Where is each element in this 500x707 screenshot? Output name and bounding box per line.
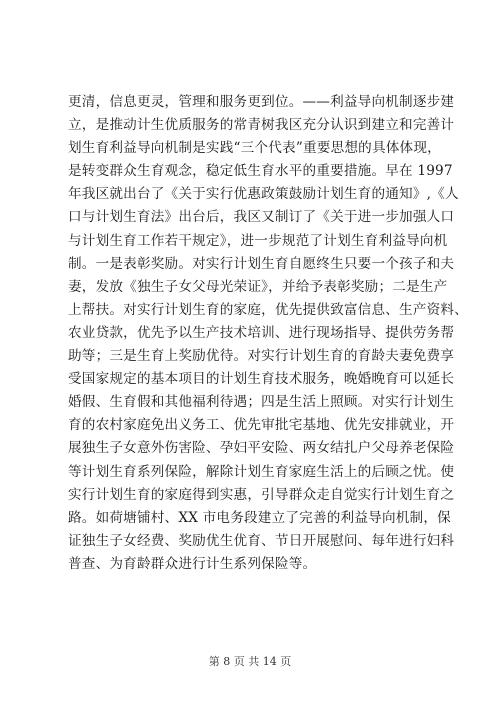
page-number: 第 8 页 共 14 页 (208, 655, 292, 668)
text-line: 年我区就出台了《关于实行优惠政策鼓励计划生育的通知》,《人 (68, 186, 459, 203)
text-line: 实行计划生育的家庭得到实惠，引导群众走自觉实行计划生育之 (68, 486, 455, 503)
text-line: 上帮扶。对实行计划生育的家庭，优先提供致富信息、生产资料、 (68, 301, 469, 318)
text-line: 证独生子女经费、奖励优生优育、节日开展慰问、每年进行妇科 (68, 532, 455, 549)
text-line: 受国家规定的基本项目的计划生育技术服务，晚婚晚育可以延长 (68, 371, 455, 388)
body-text (68, 91, 469, 576)
text-line: 助等；三是生育上奖励优待。对实行计划生育的育龄夫妻免费享 (68, 348, 455, 365)
text-line: 划生育利益导向机制是实践“三个代表”重要思想的具体体现， (68, 140, 441, 157)
text-line: 婚假、生育假和其他福利待遇；四是生活上照顾。对实行计划生 (68, 394, 455, 411)
text-line: 是转变群众生育观念，稳定低生育水平的重要措施。早在 1997 (68, 163, 453, 180)
text-line: 妻，发放《独生子女父母光荣证》，并给予表彰奖励；二是生产 (68, 278, 448, 295)
page-footer (0, 653, 500, 669)
text-line: 等计划生育系列保险，解除计划生育家庭生活上的后顾之忧。使 (68, 463, 455, 480)
text-line: 农业贷款，优先予以生产技术培训、进行现场指导、提供劳务帮 (68, 324, 455, 341)
text-line: 路。如荷塘铺村、XX 市电务段建立了完善的利益导向机制，保 (68, 509, 451, 526)
text-line: 口与计划生育法》出台后，我区又制订了《关于进一步加强人口 (68, 209, 455, 226)
text-line: 育的农村家庭免出义务工、优先审批宅基地、优先安排就业，开 (68, 417, 455, 434)
text-line: 立，是推动计生优质服务的常青树我区充分认识到建立和完善计 (68, 117, 455, 134)
text-line: 普查、为育龄群众进行计生系列保险等。 (68, 555, 317, 572)
text-line: 与计划生育工作若干规定》，进一步规范了计划生育利益导向机 (68, 232, 448, 249)
text-line: 更清，信息更灵，管理和服务更到位。——利益导向机制逐步建 (68, 94, 455, 110)
text-line: 制。一是表彰奖励。对实行计划生育自愿终生只要一个孩子和夫 (68, 255, 455, 272)
text-line: 展独生子女意外伤害险、孕妇平安险、两女结扎户父母养老保险 (68, 440, 455, 457)
